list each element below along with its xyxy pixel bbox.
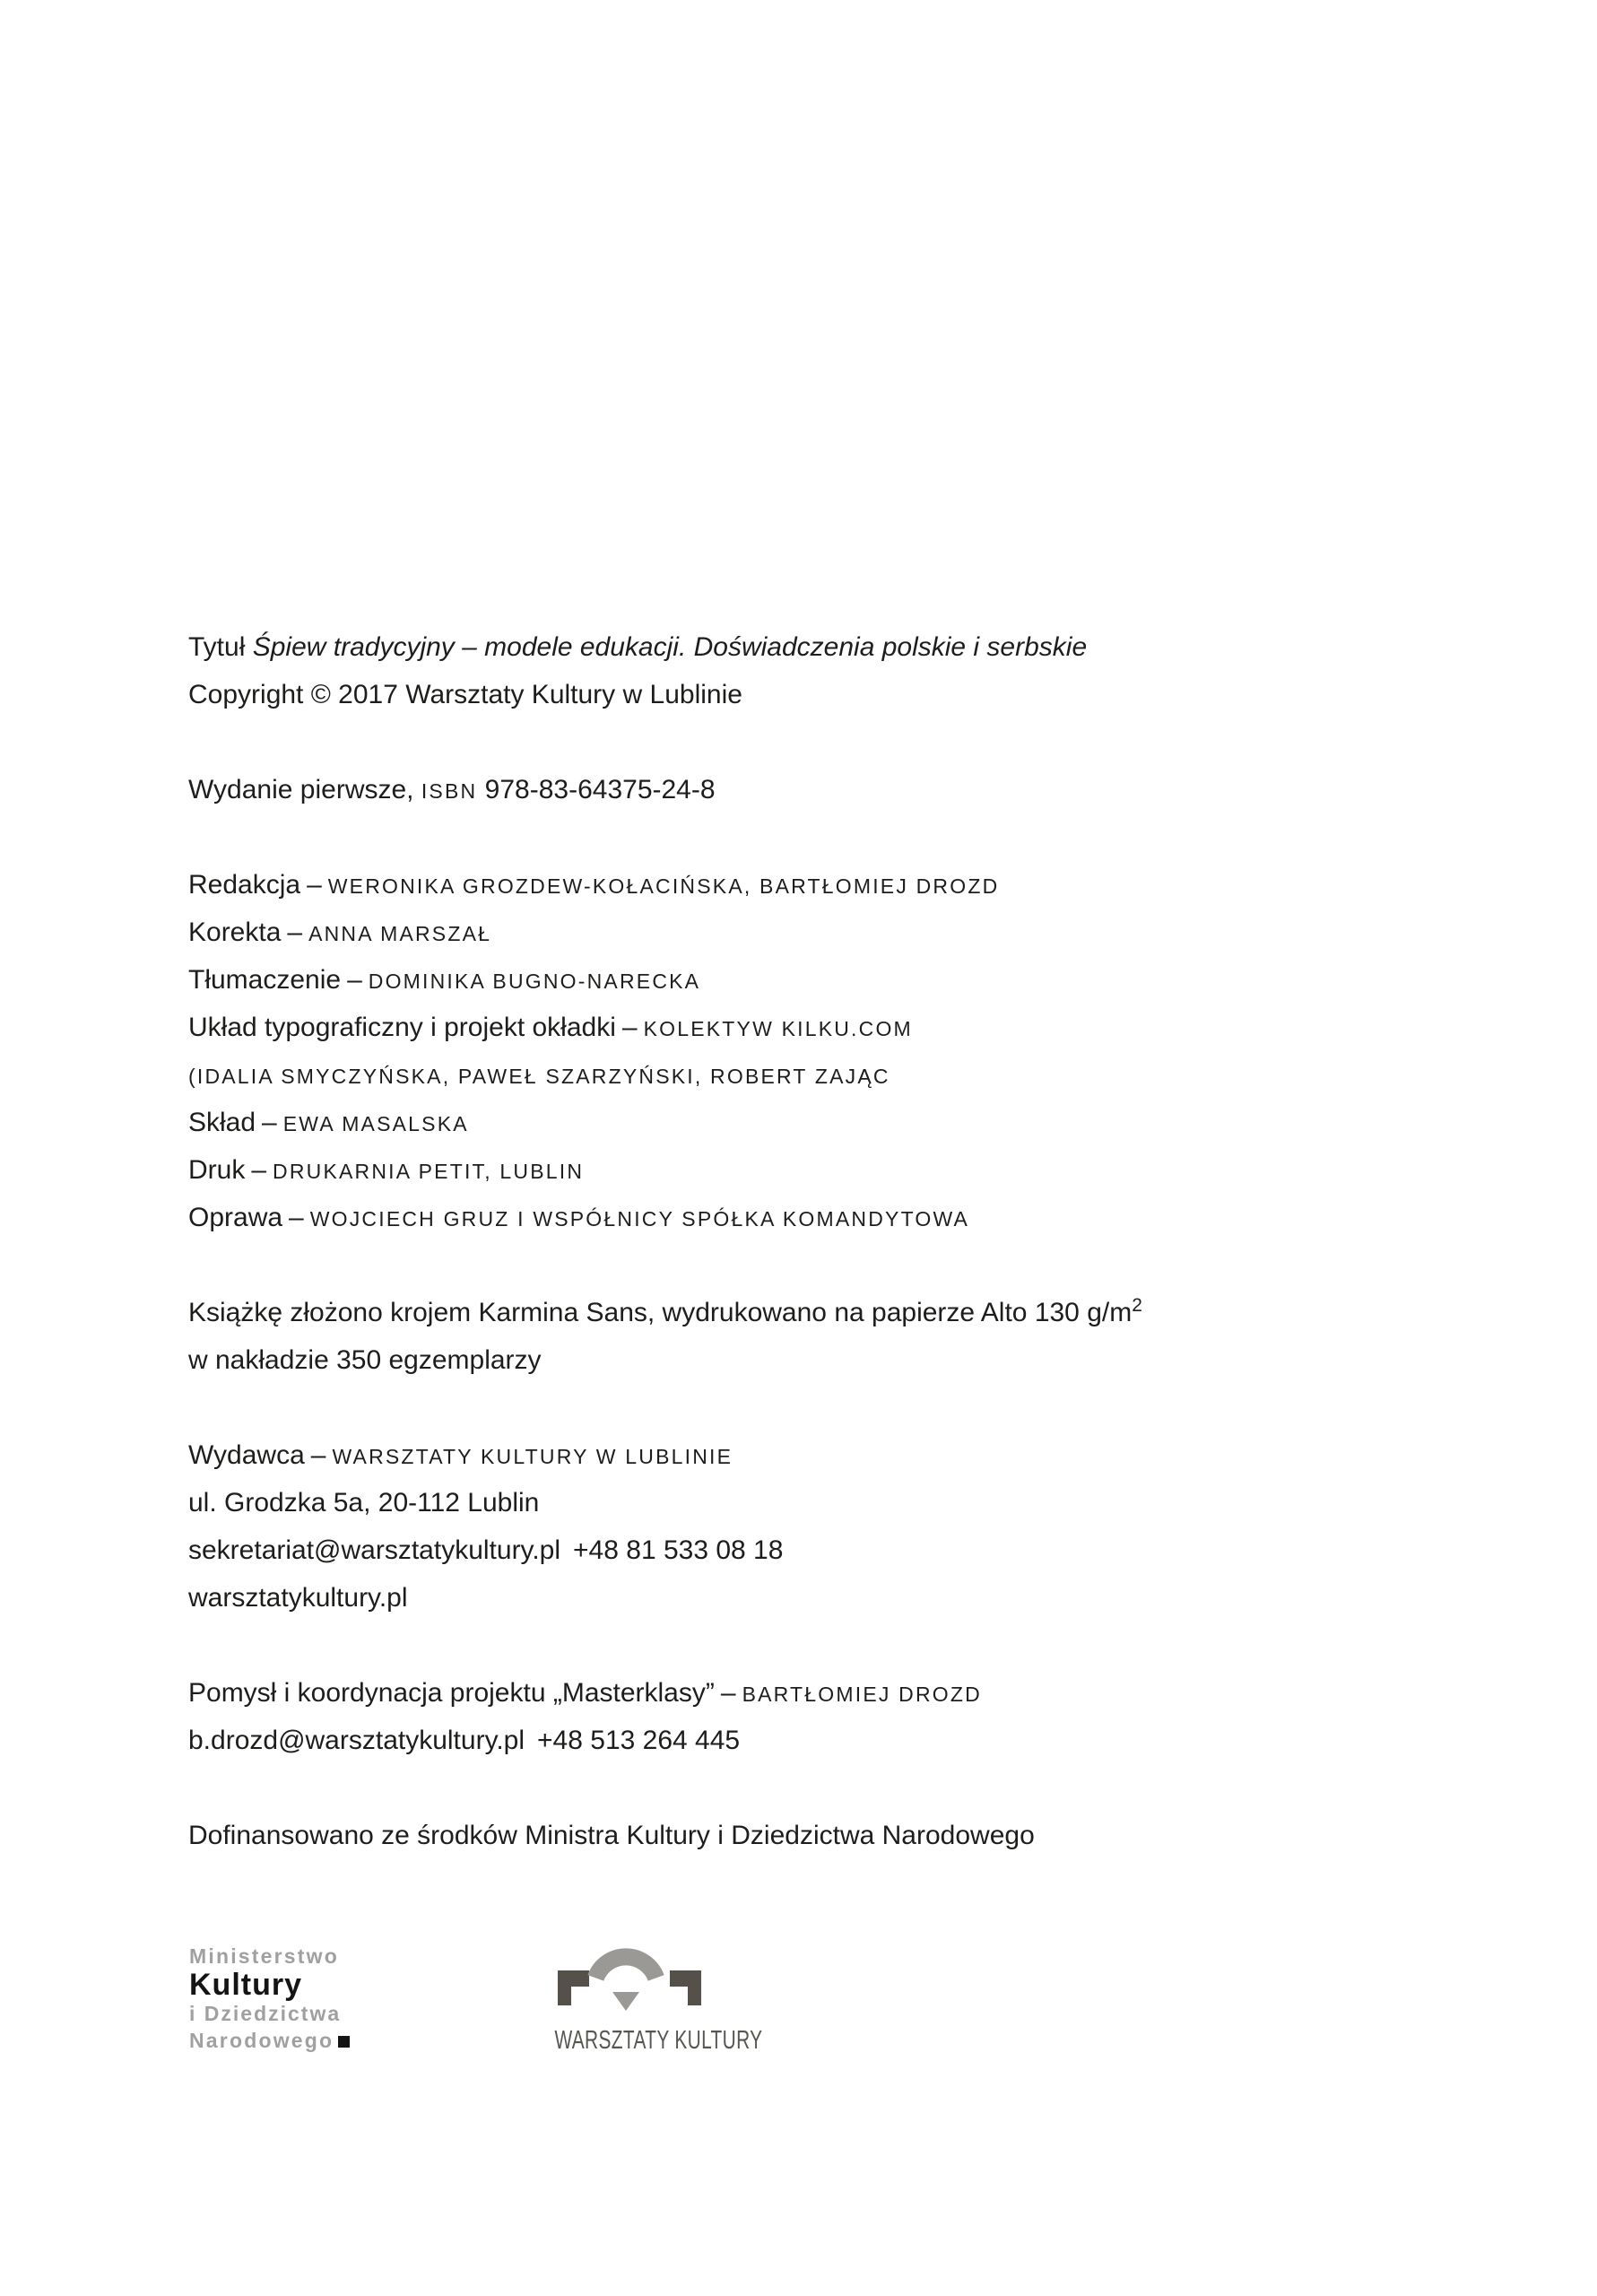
project-contact-line (188, 1717, 1142, 1764)
ministry-logo-line-4-text: Narodowego (189, 2029, 334, 2052)
ministry-logo-line-1: Ministerstwo (189, 1944, 339, 1968)
ministry-logo-line-2: Kultury (189, 1968, 302, 2002)
dash: – (262, 1108, 277, 1137)
print-info-text: Książkę złożono krojem Karmina Sans, wydrukowano na papierze Alto 130 g/m (188, 1298, 1133, 1327)
credit-row-printing (188, 1146, 1142, 1194)
publisher-website: warsztatykultury.pl (188, 1583, 408, 1613)
credit-label: Skład (188, 1108, 256, 1137)
dash: – (307, 870, 322, 900)
credit-value: WERONIKA GROZDEW-KOŁACIŃSKA, BARTŁOMIEJ DROZD (327, 874, 1000, 898)
copyright-line (188, 671, 1142, 718)
book-title: Śpiew tradycyjny – modele edukacji. Doświadczenia polskie i serbskie (252, 632, 1088, 662)
publisher-email: sekretariat@warsztatykultury.pl (188, 1535, 561, 1565)
edition-prefix: Wydanie pierwsze, (188, 775, 414, 804)
publisher-address: ul. Grodzka 5a, 20-112 Lublin (188, 1488, 540, 1518)
gate-triangle-icon (612, 1992, 639, 2011)
credit-label: Druk (188, 1155, 246, 1185)
credit-row-editing (188, 861, 1142, 909)
dash: – (310, 1440, 326, 1470)
title-line (188, 623, 1142, 671)
spacer (188, 718, 1142, 766)
credit-row-proofreading (188, 909, 1142, 956)
copyright-text: Copyright © 2017 Warsztaty Kultury w Lublinie (188, 680, 742, 709)
edition-line (188, 766, 1142, 813)
dash: – (251, 1155, 267, 1185)
credit-value: ANNA MARSZAŁ (308, 922, 492, 945)
project-email: b.drozd@warsztatykultury.pl (188, 1726, 525, 1755)
project-label: Pomysł i koordynacja projektu „Masterklasy” (188, 1678, 715, 1708)
project-phone: +48 513 264 445 (537, 1726, 741, 1755)
spacer (188, 1764, 1142, 1812)
publisher-contact-line (188, 1526, 1142, 1574)
dash: – (720, 1678, 736, 1708)
credit-value: KOLEKTYW KILKU.COM (643, 1017, 913, 1040)
credit-label: Tłumaczenie (188, 965, 342, 995)
credit-label: Oprawa (188, 1203, 283, 1232)
dash: – (289, 1203, 304, 1232)
ministry-logo-line-4 (189, 2027, 350, 2054)
spacer (188, 1241, 1142, 1289)
credit-row-translation (188, 956, 1142, 1004)
spacer (188, 813, 1142, 861)
credit-value: (IDALIA SMYCZYŃSKA, PAWEŁ SZARZYŃSKI, ROBERT ZAJĄC (188, 1065, 890, 1088)
print-info-line-2 (188, 1336, 1142, 1384)
warsztaty-kultury-logo-caption: WARSZTATY KULTURY (554, 2026, 763, 2055)
publisher-name: WARSZTATY KULTURY W LUBLINIE (332, 1445, 733, 1468)
dash: – (621, 1013, 638, 1042)
credit-row-typesetting (188, 1099, 1142, 1146)
dash: – (347, 965, 362, 995)
credit-value: DOMINIKA BUGNO-NARECKA (368, 970, 701, 993)
credit-label: Redakcja (188, 870, 301, 900)
superscript-2: 2 (1132, 1295, 1142, 1316)
credit-value: EWA MASALSKA (282, 1112, 469, 1135)
publisher-phone: +48 81 533 08 18 (573, 1535, 784, 1565)
publisher-address-line (188, 1479, 1142, 1526)
credit-label: Układ typograficzny i projekt okładki (188, 1013, 616, 1042)
publisher-website-line (188, 1574, 1142, 1622)
publisher-line (188, 1431, 1142, 1479)
ministry-logo-square-dot-icon (338, 2036, 350, 2048)
credit-value: DRUKARNIA PETIT, LUBLIN (273, 1160, 585, 1183)
isbn-label: ISBN (421, 779, 478, 803)
credit-label: Korekta (188, 918, 282, 947)
print-run-text: w nakładzie 350 egzemplarzy (188, 1345, 542, 1375)
dash: – (287, 918, 303, 947)
spacer (188, 1384, 1142, 1431)
funding-line (188, 1812, 1142, 1859)
isbn-number: 978-83-64375-24-8 (484, 775, 716, 804)
warsztaty-kultury-logo (525, 1948, 763, 2056)
ministry-logo (189, 1943, 350, 2054)
credit-value: WOJCIECH GRUZ I WSPÓŁNICY SPÓŁKA KOMANDYTOWA (309, 1207, 970, 1231)
gate-arch-icon (595, 1957, 655, 1979)
publisher-label: Wydawca (188, 1440, 305, 1470)
project-line (188, 1669, 1142, 1717)
gate-left-bracket-icon (558, 1970, 589, 2005)
title-label: Tytuł (188, 632, 246, 662)
gate-right-bracket-icon (670, 1970, 701, 2005)
credit-row-layout-design (188, 1004, 1142, 1051)
project-coordinator: BARTŁOMIEJ DROZD (742, 1683, 982, 1706)
warsztaty-kultury-gate-icon (556, 1948, 703, 2013)
credit-row-layout-design-continuation (188, 1051, 1142, 1099)
spacer (188, 1622, 1142, 1669)
funding-text: Dofinansowano ze środków Ministra Kultury i Dziedzictwa Narodowego (188, 1821, 1035, 1850)
credit-row-binding (188, 1194, 1142, 1241)
ministry-logo-line-3: i Dziedzictwa (189, 2002, 342, 2025)
colophon-text-block (188, 623, 1142, 1859)
print-info-line-1 (188, 1289, 1142, 1336)
